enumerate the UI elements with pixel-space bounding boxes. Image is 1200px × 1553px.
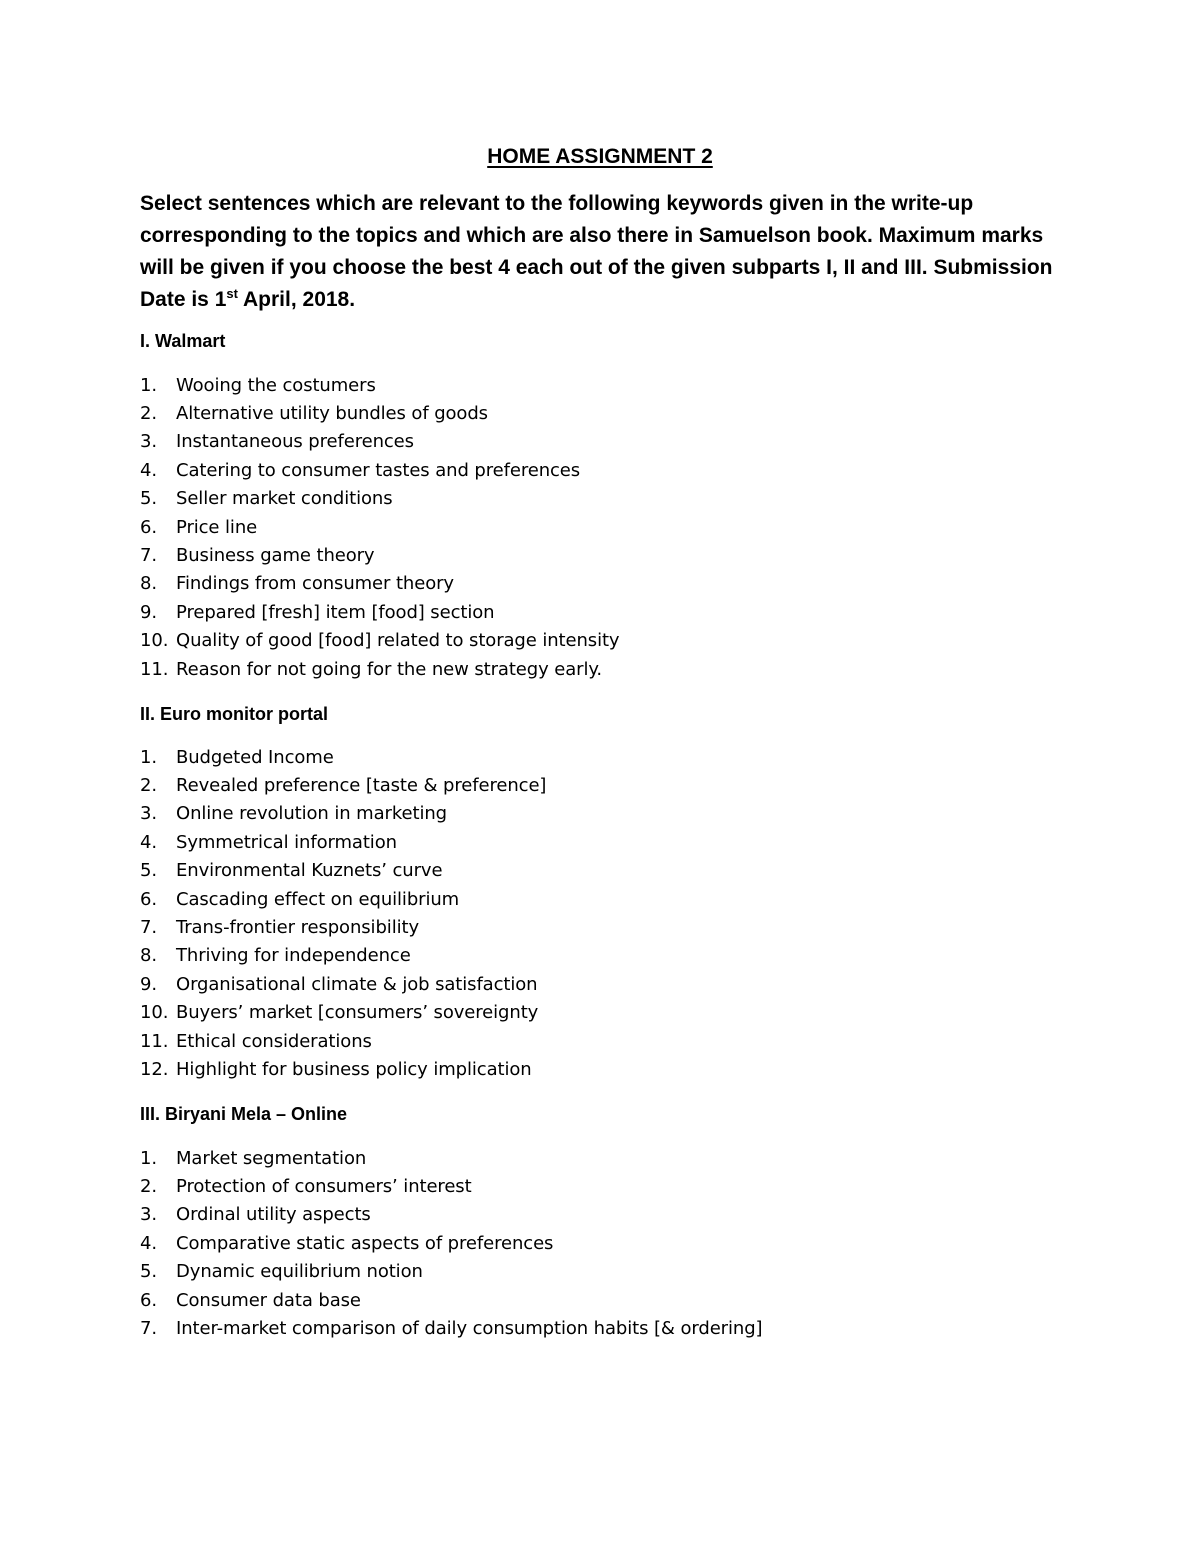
- list-item-number: 1.: [140, 1147, 157, 1169]
- list-item-number: 11.: [140, 1030, 169, 1052]
- list-item-text: Reason for not going for the new strategy early.: [176, 658, 602, 680]
- list-item: [140, 1286, 1060, 1314]
- list-item-text: Findings from consumer theory: [176, 573, 454, 595]
- list-item-number: 2.: [140, 775, 157, 797]
- section-heading-walmart: I. Walmart: [140, 331, 226, 351]
- list-item-text: Instantaneous preferences: [176, 431, 414, 453]
- list-item: [140, 970, 1060, 998]
- list-item-number: 5.: [140, 860, 157, 882]
- instructions-paragraph: [140, 188, 1060, 316]
- list-item-text: Environmental Kuznets’ curve: [176, 860, 443, 882]
- list-item-text: Wooing the costumers: [176, 374, 376, 396]
- list-item-text: Consumer data base: [176, 1289, 361, 1311]
- list-item-text: Ethical considerations: [176, 1030, 372, 1052]
- list-item-text: Business game theory: [176, 545, 375, 567]
- list-item-text: Revealed preference [taste & preference]: [176, 775, 547, 797]
- date-ordinal-suffix: st: [226, 286, 238, 301]
- list-item: [140, 1172, 1060, 1200]
- list-item-number: 6.: [140, 516, 157, 538]
- list-item: [140, 800, 1060, 828]
- list-item-number: 4.: [140, 831, 157, 853]
- list-item: [140, 1144, 1060, 1172]
- list-item-number: 7.: [140, 1318, 157, 1340]
- list-item-number: 10.: [140, 1002, 169, 1024]
- document-title: HOME ASSIGNMENT 2: [487, 145, 713, 168]
- list-item: [140, 1314, 1060, 1342]
- list-item-number: 9.: [140, 973, 157, 995]
- list-item-number: 11.: [140, 658, 169, 680]
- instructions-date-end: April, 2018.: [237, 288, 356, 311]
- list-item-number: 7.: [140, 545, 157, 567]
- list-item: [140, 570, 1060, 598]
- instructions-text: Select sentences which are relevant to the following keywords given in the write-up corresponding to the topics and which are also there in Samuelson book. Maximum marks will be given if you choose the best 4 each out of the given subparts I, II and III. Submission Date is 1: [140, 192, 1053, 311]
- list-item: [140, 1201, 1060, 1229]
- list-item: [140, 1055, 1060, 1083]
- list-item: [140, 913, 1060, 941]
- list-item-number: 5.: [140, 488, 157, 510]
- list-item-number: 4.: [140, 459, 157, 481]
- list-item-number: 3.: [140, 803, 157, 825]
- list-item: [140, 1229, 1060, 1257]
- list-item: [140, 371, 1060, 399]
- section-list-walmart: [140, 371, 1060, 683]
- list-item-text: Ordinal utility aspects: [176, 1204, 371, 1226]
- list-item: [140, 857, 1060, 885]
- list-item-number: 8.: [140, 573, 157, 595]
- list-item-text: Budgeted Income: [176, 746, 334, 768]
- section-list-biryani-mela: [140, 1144, 1060, 1343]
- section-heading-biryani-mela: III. Biryani Mela – Online: [140, 1104, 348, 1124]
- list-item: [140, 885, 1060, 913]
- list-item-text: Quality of good [food] related to storage intensity: [176, 630, 620, 652]
- list-item-number: 1.: [140, 374, 157, 396]
- list-item-number: 10.: [140, 630, 169, 652]
- list-item-text: Seller market conditions: [176, 488, 393, 510]
- list-item-text: Price line: [176, 516, 258, 538]
- list-item-text: Inter-market comparison of daily consumption habits [& ordering]: [176, 1318, 763, 1340]
- list-item-number: 2.: [140, 1176, 157, 1198]
- list-item-number: 3.: [140, 431, 157, 453]
- list-item-text: Online revolution in marketing: [176, 803, 447, 825]
- list-item: [140, 399, 1060, 427]
- list-item-number: 5.: [140, 1261, 157, 1283]
- list-item-number: 4.: [140, 1232, 157, 1254]
- list-item: [140, 942, 1060, 970]
- list-item: [140, 541, 1060, 569]
- list-item: [140, 828, 1060, 856]
- list-item: [140, 1027, 1060, 1055]
- list-item-number: 3.: [140, 1204, 157, 1226]
- list-item-number: 9.: [140, 601, 157, 623]
- list-item: [140, 456, 1060, 484]
- section-heading-euro-monitor: II. Euro monitor portal: [140, 704, 328, 724]
- list-item: [140, 513, 1060, 541]
- list-item-text: Dynamic equilibrium notion: [176, 1261, 423, 1283]
- list-item: [140, 999, 1060, 1027]
- list-item-number: 2.: [140, 403, 157, 425]
- list-item-number: 6.: [140, 888, 157, 910]
- list-item: [140, 771, 1060, 799]
- list-item-text: Thriving for independence: [176, 945, 411, 967]
- list-item: [140, 428, 1060, 456]
- list-item-number: 12.: [140, 1058, 169, 1080]
- list-item-text: Comparative static aspects of preferences: [176, 1232, 554, 1254]
- list-item-text: Organisational climate & job satisfaction: [176, 973, 538, 995]
- list-item-number: 6.: [140, 1289, 157, 1311]
- list-item-text: Prepared [fresh] item [food] section: [176, 601, 495, 623]
- section-list-euro-monitor: [140, 743, 1060, 1084]
- list-item-text: Buyers’ market [consumers’ sovereignty: [176, 1002, 539, 1024]
- list-item: [140, 485, 1060, 513]
- list-item-text: Trans-frontier responsibility: [176, 917, 420, 939]
- list-item-text: Protection of consumers’ interest: [176, 1176, 472, 1198]
- list-item: [140, 743, 1060, 771]
- list-item: [140, 655, 1060, 683]
- list-item-text: Catering to consumer tastes and preferences: [176, 459, 581, 481]
- list-item-number: 8.: [140, 945, 157, 967]
- list-item: [140, 627, 1060, 655]
- list-item-text: Market segmentation: [176, 1147, 367, 1169]
- list-item-number: 1.: [140, 746, 157, 768]
- list-item: [140, 1258, 1060, 1286]
- list-item-text: Symmetrical information: [176, 831, 397, 853]
- list-item-number: 7.: [140, 917, 157, 939]
- list-item: [140, 598, 1060, 626]
- list-item-text: Cascading effect on equilibrium: [176, 888, 460, 910]
- list-item-text: Alternative utility bundles of goods: [176, 403, 488, 425]
- list-item-text: Highlight for business policy implication: [176, 1058, 532, 1080]
